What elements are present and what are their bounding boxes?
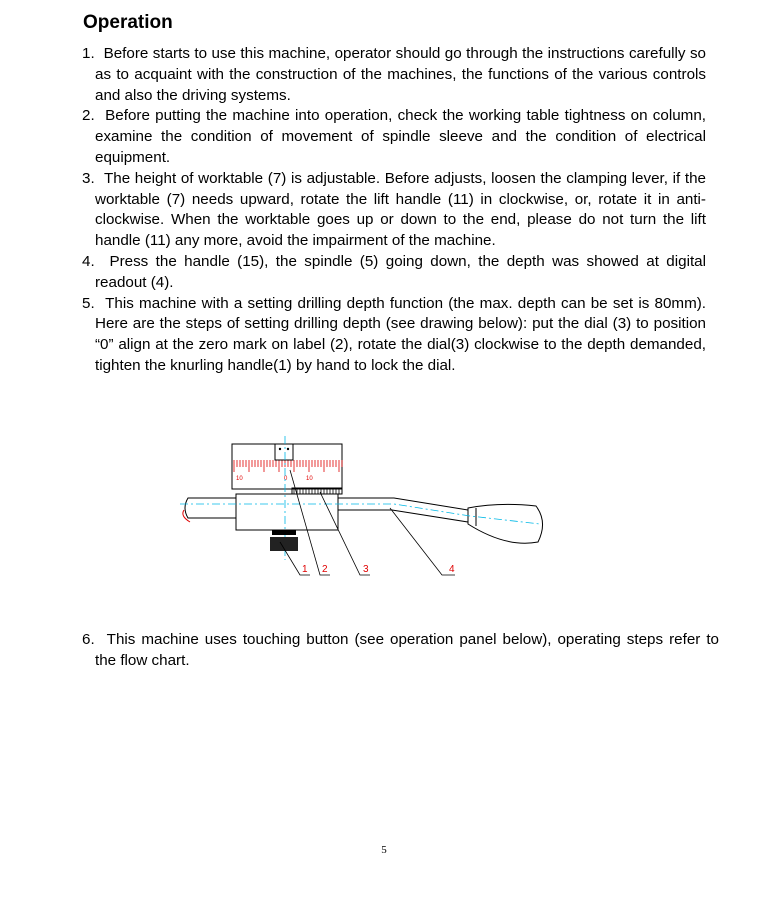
callout-1: 1	[302, 564, 308, 575]
callout-2: 2	[322, 564, 328, 575]
label-dot-icon	[279, 448, 281, 450]
step-text: This machine with a setting drilling depth function (the max. depth can be set is 80mm). Here are the steps of setting drilling depth (see drawing below): put the dial (3) to position “0” align at the zero mark on label (2), rotate the dial(3) clockwise to the depth demanded, tighten the knurling handle(1) by hand to lock the dial.	[95, 294, 706, 374]
left-shaft	[185, 498, 236, 518]
knurling-handle-icon	[272, 530, 296, 535]
operation-steps-list	[82, 44, 706, 377]
step-text: Before starts to use this machine, operator should go through the instructions carefully so as to acquaint with the construction of the machines, the functions of the various controls and also the driving systems.	[95, 45, 706, 104]
scale-label: 10	[236, 476, 243, 482]
handle-grip-icon	[468, 504, 543, 543]
leader-line-3	[320, 492, 370, 575]
callout-3: 3	[363, 564, 369, 575]
centerline	[335, 504, 540, 524]
step-number: 3.	[82, 169, 95, 187]
step-number: 2.	[82, 107, 95, 125]
step-number: 1.	[82, 45, 95, 62]
page-number: 5	[381, 844, 387, 856]
zero-mark-label	[275, 444, 293, 460]
leader-line-2	[290, 470, 330, 575]
step-item	[82, 252, 706, 294]
scale-label: 0	[284, 476, 288, 482]
step-text: The height of worktable (7) is adjustable. Before adjusts, loosen the clamping lever, if the worktable (7) needs upward, rotate the lift handle (11) in clockwise, or, rotate it in anti-clockwise. When the worktable goes up or down to the end, please do not turn the lift handle (11) any more, avoid the impairment of the machine.	[95, 169, 706, 250]
handle-arm	[338, 498, 468, 522]
step-item	[82, 106, 706, 168]
callout-4: 4	[449, 564, 455, 575]
step-item-6	[82, 630, 719, 672]
step-number: 6.	[82, 631, 95, 648]
scale-label: 10	[306, 476, 313, 482]
step-item	[82, 294, 706, 377]
step-text: Press the handle (15), the spindle (5) going down, the depth was showed at digital readout (4).	[95, 252, 706, 291]
step-text: This machine uses touching button (see operation panel below), operating steps refer to the flow chart.	[95, 631, 719, 669]
dial-housing	[232, 444, 342, 489]
step-item	[82, 44, 706, 106]
depth-stop-drawing	[170, 430, 560, 580]
label-dot-icon	[287, 448, 289, 450]
step-number: 5.	[82, 294, 95, 312]
page-title: Operation	[83, 12, 173, 33]
spindle-body	[236, 494, 338, 530]
step-item	[82, 169, 706, 252]
step-number: 4.	[82, 252, 95, 270]
step-text: Before putting the machine into operation, check the working table tightness on column, examine the condition of movement of spindle sleeve and the condition of electrical equipment.	[95, 107, 706, 166]
depth-scale	[234, 460, 342, 472]
